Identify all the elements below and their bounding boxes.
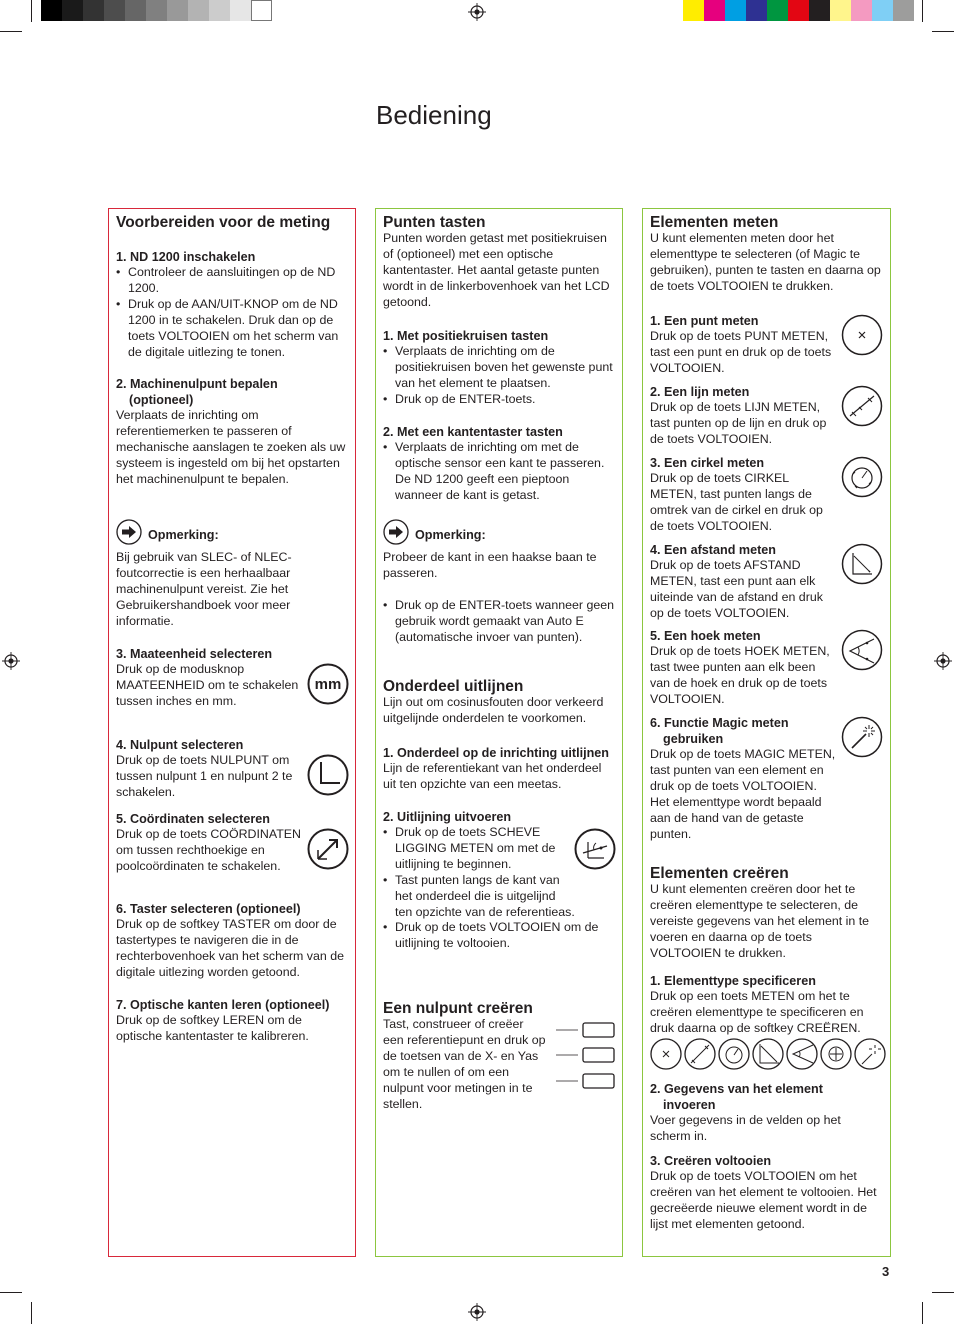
color-swatch: [704, 0, 725, 21]
crop-mark: [922, 0, 923, 22]
crop-mark: [932, 31, 954, 32]
step-title: 5. Een hoek meten: [650, 629, 761, 643]
step-title-continued: (optioneel): [129, 393, 194, 407]
step-text: Voer gegevens in de velden op het scherm in.: [650, 1113, 841, 1143]
list-item: • Controleer de aansluitingen op de ND 1200.: [116, 265, 349, 297]
step-title: 3. Een cirkel meten: [650, 456, 765, 470]
list-item: • Verplaats de inrichting om de positiekruisen boven het gewenste punt van het element te plaatsen.: [383, 344, 616, 392]
section-heading: Elementen meten: [650, 214, 779, 231]
step-title: 5. Coördinaten selecteren: [116, 812, 270, 826]
color-swatch: [746, 0, 767, 21]
measure-magic-icon: [841, 716, 883, 758]
step-text: Druk op de toets CIRKEL METEN, tast punten langs de omtrek van de cirkel en druk op de toets VOLTOOIEN.: [650, 471, 823, 533]
step-title-continued: gebruiken: [663, 732, 724, 746]
section-intro: U kunt elementen meten door het elementtype te selecteren (of Magic te gebruiken), punten te tasten en daarna op de toets VOLTOOIEN te drukken.: [650, 231, 881, 293]
step-text: Druk op de softkey LEREN om de optische kantentaster te kalibreren.: [116, 1013, 309, 1043]
step-title: 2. Een lijn meten: [650, 385, 750, 399]
crop-mark: [31, 1302, 32, 1324]
step-title: 3. Maateenheid selecteren: [116, 647, 273, 661]
step-text: Druk op de toets MAGIC METEN, tast punten van een element en druk op de toets VOLTOOIEN. Het elementtype wordt bepaald aan de hand van de getaste punten.: [650, 747, 836, 841]
color-swatch: [893, 0, 914, 21]
step-text: Lijn de referentiekant van het onderdeel uit ten opzichte van een meetas.: [383, 761, 602, 791]
gray-swatch: [230, 0, 251, 21]
crop-mark: [932, 1292, 954, 1293]
color-swatch: [851, 0, 872, 21]
color-swatch: [872, 0, 893, 21]
gray-swatch: [83, 0, 104, 21]
gray-swatch: [104, 0, 125, 21]
step-title: 6. Functie Magic meten: [650, 716, 789, 730]
crop-mark: [31, 0, 32, 22]
step-text: Druk op de toets COÖRDINATEN om tussen rechthoekige en poolcoördinaten te schakelen.: [116, 827, 301, 873]
registration-mark-icon: [468, 1303, 486, 1321]
step-text: Druk op de toets PUNT METEN, tast een punt en druk op de toets VOLTOOIEN.: [650, 329, 832, 375]
gray-swatch: [146, 0, 167, 21]
list-item: • Druk op de AAN/UIT-KNOP om de ND 1200 in te schakelen. Druk dan op de toets VOLTOOIEN om het scherm van de digitale uitlezing te tonen.: [116, 297, 349, 361]
measure-line-icon: [841, 385, 883, 427]
step-text: Druk op de toets AFSTAND METEN, tast een punt aan elk uiteinde van de afstand en druk op de toets VOLTOOIEN.: [650, 558, 823, 620]
color-swatch: [788, 0, 809, 21]
color-swatch: [809, 0, 830, 21]
coordinates-icon: [307, 828, 349, 870]
section-heading: Elementen creëren: [650, 865, 789, 882]
unit-mm-label: mm: [314, 676, 342, 693]
step-text: Druk op de modusknop MAATEENHEID om te schakelen tussen inches en mm.: [116, 662, 299, 708]
step-title: 1. Elementtype specificeren: [650, 974, 816, 988]
skew-align-icon: [574, 828, 616, 870]
arrow-note-icon: [383, 519, 409, 550]
registration-mark-icon: [934, 652, 952, 670]
step-text: Druk op de toets VOLTOOIEN om het creëren van het element te voltooien. Het gecreëerde nieuwe element wordt in de lijst met elementen getoond.: [650, 1169, 877, 1231]
section-heading: Voorbereiden voor de meting: [116, 214, 331, 231]
page-title: Bediening: [376, 100, 492, 130]
color-swatch: [767, 0, 788, 21]
section-intro: Lijn out om cosinusfouten door verkeerd uitgelijnde onderdelen te voorkomen.: [383, 695, 604, 725]
step-text: Druk op de softkey TASTER om door de tastertypes te navigeren die in de rechterbovenhoek van het scherm van de digitale uitlezing worden getoond.: [116, 917, 344, 979]
step-title: 7. Optische kanten leren (optioneel): [116, 998, 330, 1012]
step-title: 1. Met positiekruisen tasten: [383, 329, 549, 343]
color-swatch: [830, 0, 851, 21]
section-heading: Punten tasten: [383, 214, 486, 231]
step-title: 1. Een punt meten: [650, 314, 759, 328]
registration-mark-icon: [468, 3, 486, 21]
gray-swatch: [251, 0, 272, 21]
note-text: Probeer de kant in een haakse baan te passeren.: [383, 549, 597, 580]
datum-zero-icon: [307, 754, 349, 796]
crop-mark: [0, 1292, 22, 1293]
note-label: Opmerking:: [148, 528, 219, 542]
list-item: • Druk op de ENTER-toets wanneer geen gebruik wordt gemaakt van Auto E (automatische invoer van punten).: [383, 598, 616, 646]
section-heading: Onderdeel uitlijnen: [383, 678, 524, 695]
measure-point-icon: [841, 314, 883, 356]
step-text: Druk op de toets NULPUNT om tussen nulpunt 1 en nulpunt 2 te schakelen.: [116, 753, 293, 799]
step-title: 2. Gegevens van het element: [650, 1082, 823, 1096]
step-title: 2. Uitlijning uitvoeren: [383, 810, 512, 824]
step-title: 4. Nulpunt selecteren: [116, 738, 244, 752]
column-prepare-measurement: [108, 208, 356, 1257]
section-intro: Tast, construeer of creëer een referentiepunt en druk op de toetsen van de X- en Yas om te nullen of om een nulpunt voor metingen in te stellen.: [383, 1017, 546, 1111]
gray-swatch: [62, 0, 83, 21]
step-title: 4. Een afstand meten: [650, 543, 776, 557]
step-text: Verplaats de inrichting om referentiemerken te passeren of mechanische aanslagen te zoeken als uw systeem is ingesteld om bij het opstarten het machinenulpunt te bepalen.: [116, 408, 346, 486]
feature-icons-row: [650, 1038, 888, 1072]
column-probing-alignment: [375, 208, 623, 1257]
section-heading: Een nulpunt creëren: [383, 1000, 533, 1017]
section-intro: Punten worden getast met positiekruisen of (optioneel) met een optische kantentaster. Het aantal getaste punten wordt in de linkerbovenhoek van het LCD getoond.: [383, 231, 610, 309]
step-title: 2. Met een kantentaster tasten: [383, 425, 563, 439]
measure-circle-icon: [841, 456, 883, 498]
measure-angle-icon: [841, 629, 883, 671]
gray-swatch: [125, 0, 146, 21]
measure-distance-icon: [841, 543, 883, 585]
step-title: 3. Creëren voltooien: [650, 1154, 772, 1168]
step-title-continued: invoeren: [663, 1098, 716, 1112]
list-item: • Verplaats de inrichting om met de optische sensor een kant te passeren. De ND 1200 geeft een pieptoon wanneer de kant is getast.: [383, 440, 616, 504]
gray-swatch: [188, 0, 209, 21]
crop-mark: [922, 1302, 923, 1324]
page-number: 3: [882, 1264, 890, 1279]
list-item: • Druk op de toets VOLTOOIEN om de uitlijning te voltooien.: [383, 920, 616, 952]
list-item: • Druk op de toets SCHEVE LIGGING METEN om met de uitlijning te beginnen.: [383, 825, 575, 873]
step-title: 2. Machinenulpunt bepalen: [116, 377, 278, 391]
registration-mark-icon: [2, 652, 20, 670]
column-measure-create: [642, 208, 891, 1257]
arrow-note-icon: [116, 519, 142, 550]
list-item: • Druk op de ENTER-toets.: [383, 392, 616, 408]
step-title: 1. ND 1200 inschakelen: [116, 250, 256, 264]
step-text: Druk op een toets METEN om het te creëren elementtype te specificeren en druk daarna op de softkey CREËREN.: [650, 989, 864, 1035]
note-label: Opmerking:: [415, 528, 486, 542]
crop-mark: [0, 31, 22, 32]
note-text: Bij gebruik van SLEC- of NLEC-foutcorrectie is een herhaalbaar machinenulpunt vereist. Zie het Gebruikershandboek voor meer informatie.: [116, 549, 292, 628]
gray-swatch: [167, 0, 188, 21]
section-intro: U kunt elementen creëren door het te creëren elementtype te selecteren, de vereiste gegevens van het element in te voeren en daarna op de toets VOLTOOIEN te drukken.: [650, 882, 870, 960]
gray-swatch: [41, 0, 62, 21]
step-title: 1. Onderdeel op de inrichting uitlijnen: [383, 746, 610, 760]
step-text: Druk op de toets LIJN METEN, tast punten op de lijn en druk op de toets VOLTOOIEN.: [650, 400, 827, 446]
step-title: 6. Taster selecteren (optioneel): [116, 902, 301, 916]
color-swatch: [725, 0, 746, 21]
gray-swatch: [209, 0, 230, 21]
step-text: Druk op de toets HOEK METEN, tast twee punten aan elk been van de hoek en druk op de toets VOLTOOIEN.: [650, 644, 830, 706]
list-item: • Tast punten langs de kant van het onderdeel die is uitgelijnd ten opzichte van de referentieas.: [383, 873, 575, 921]
unit-mm-icon: [307, 663, 349, 705]
color-swatch: [683, 0, 704, 21]
zero-axis-keys-icon: [556, 1019, 616, 1095]
